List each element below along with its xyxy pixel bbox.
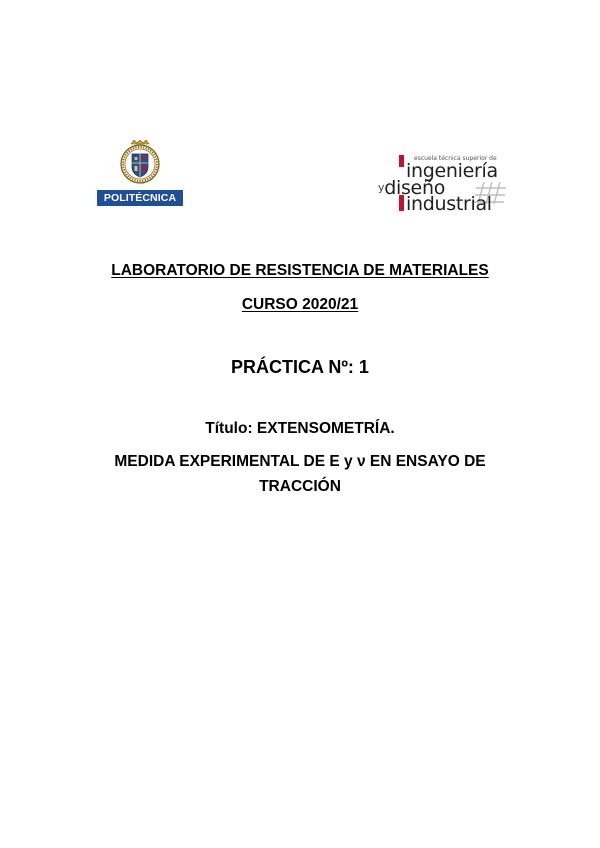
school-name-conjunction: y [378,181,385,194]
upm-logo [97,140,183,208]
university-banner: POLITÉCNICA [97,190,183,206]
school-logo [378,152,508,216]
logo-accent-bar [399,155,404,167]
practice-number: PRÁCTICA Nº: 1 [231,357,369,377]
school-name-word: diseño [384,177,446,199]
school-name-line1: ingeniería [406,160,498,182]
practice-subtitle-line2: TRACCIÓN [259,478,341,495]
practice-subtitle-line1: MEDIDA EXPERIMENTAL DE E y ν EN ENSAYO DE [114,453,486,470]
course-title [0,296,600,314]
lab-title [0,262,600,280]
university-crest-icon [119,140,161,186]
course-title-text: CURSO 2020/21 [241,296,359,313]
school-name-line3: industrial [406,193,492,215]
lab-title-text: LABORATORIO DE RESISTENCIA DE MATERIALES [111,262,489,279]
practice-title: Título: EXTENSOMETRÍA. [205,420,395,437]
school-small-text: escuela técnica superior de [414,155,497,162]
